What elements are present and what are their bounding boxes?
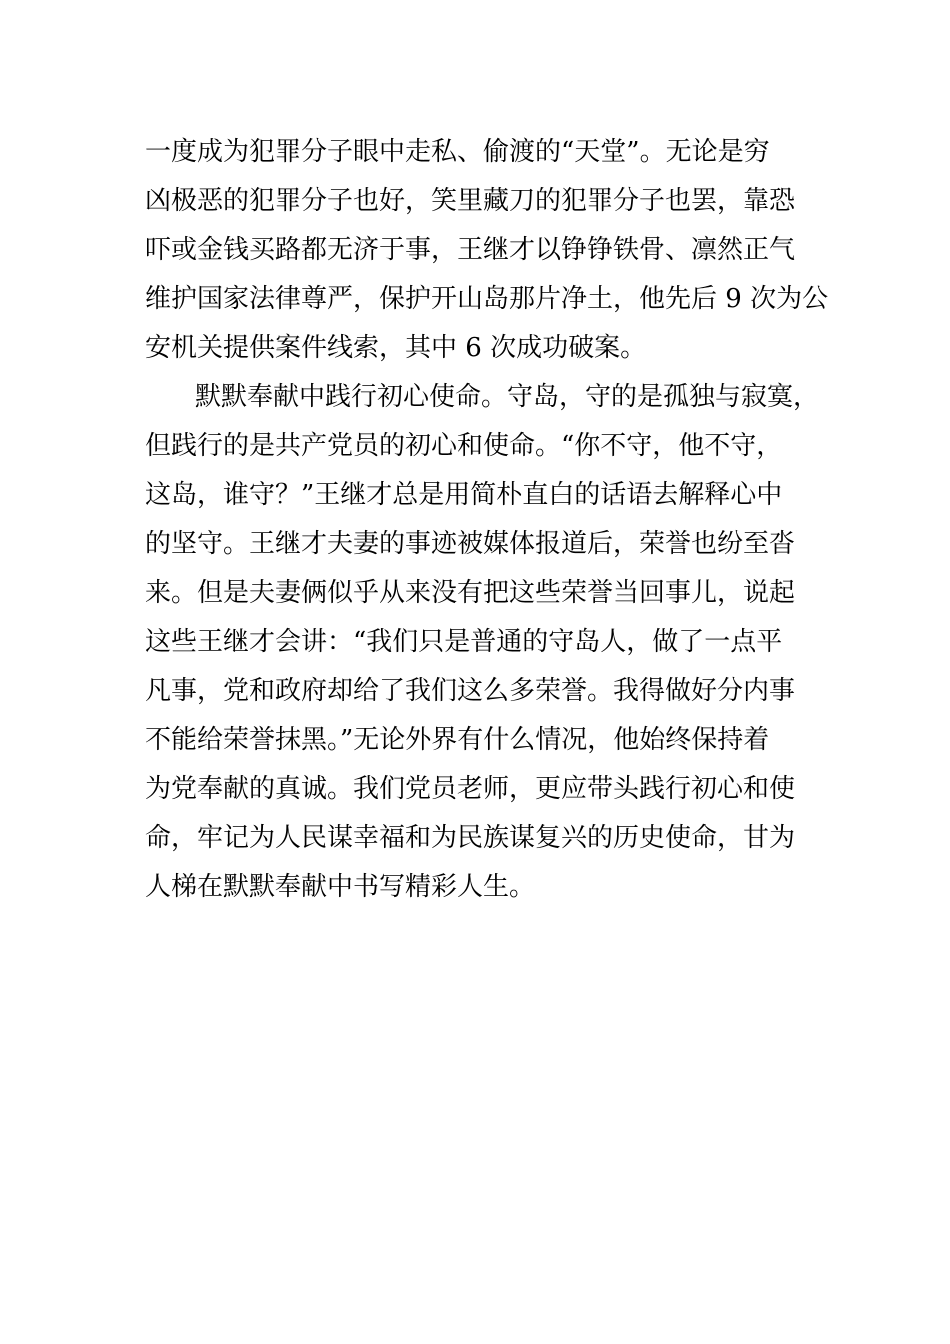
paragraph-2-line: 命，牢记为人民谋幸福和为民族谋复兴的历史使命，甘为 (145, 823, 796, 853)
paragraph-2-line: 人梯在默默奉献中书写精彩人生。 (145, 872, 536, 902)
paragraph-2-line: 这些王继才会讲：“我们只是普通的守岛人，做了一点平 (145, 627, 783, 657)
paragraph-2-first-line: 默默奉献中践行初心使命。守岛，守的是孤独与寂寞， (195, 382, 820, 412)
paragraph-2-line: 但践行的是共产党员的初心和使命。“你不守，他不守， (145, 431, 783, 461)
paragraph-2-line: 不能给荣誉抹黑。”无论外界有什么情况，他始终保持着 (145, 725, 770, 755)
paragraph-1-line: 安机关提供案件线索，其中 6 次成功破案。 (145, 333, 647, 363)
paragraph-2-line: 为党奉献的真诚。我们党员老师，更应带头践行初心和使 (145, 774, 796, 804)
paragraph-1-line: 凶极恶的犯罪分子也好，笑里藏刀的犯罪分子也罢，靠恐 (145, 186, 796, 216)
paragraph-1-line: 维护国家法律尊严，保护开山岛那片净土，他先后 9 次为公 (145, 284, 829, 314)
paragraph-2-line: 这岛，谁守？”王继才总是用简朴直白的话语去解释心中 (145, 480, 783, 510)
paragraph-2-line: 来。但是夫妻俩似乎从来没有把这些荣誉当回事儿，说起 (145, 578, 796, 608)
paragraph-2-line: 的坚守。王继才夫妻的事迹被媒体报道后，荣誉也纷至沓 (145, 529, 796, 559)
paragraph-1-line: 一度成为犯罪分子眼中走私、偷渡的“天堂”。无论是穷 (145, 137, 770, 167)
paragraph-2-line: 凡事，党和政府却给了我们这么多荣誉。我得做好分内事 (145, 676, 796, 706)
body-text (145, 128, 845, 912)
paragraph-1-line: 吓或金钱买路都无济于事，王继才以铮铮铁骨、凛然正气 (145, 235, 796, 265)
